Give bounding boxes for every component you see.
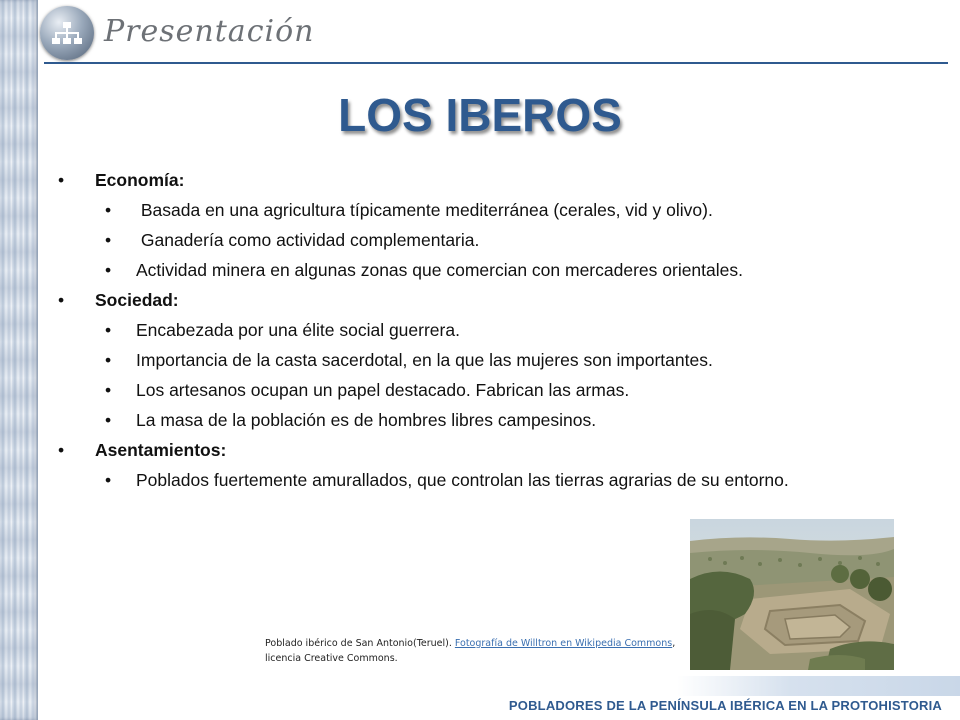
list-item bbox=[58, 225, 906, 255]
header-title: Presentación bbox=[104, 14, 315, 49]
section-heading-sociedad bbox=[58, 285, 906, 315]
footer-band bbox=[677, 676, 960, 696]
list-item bbox=[58, 255, 906, 285]
bullet: • bbox=[105, 410, 112, 430]
poblado-iberico-photo bbox=[690, 519, 894, 670]
list-item bbox=[58, 315, 906, 345]
bullet: • bbox=[105, 470, 112, 490]
header-divider bbox=[44, 62, 948, 64]
slide-body bbox=[58, 165, 906, 497]
photo-caption bbox=[265, 636, 685, 666]
bullet: • bbox=[105, 350, 112, 370]
list-item bbox=[58, 465, 906, 497]
item-text: Importancia de la casta sacerdotal, en la que las mujeres son importantes. bbox=[136, 350, 713, 370]
bullet: • bbox=[105, 260, 112, 280]
item-text: La masa de la población es de hombres libres campesinos. bbox=[136, 410, 597, 430]
bullet: • bbox=[105, 200, 112, 220]
item-text: Poblados fuertemente amurallados, que controlan las tierras agrarias de su entorno. bbox=[136, 470, 789, 490]
section-heading-economia bbox=[58, 165, 906, 195]
bullet: • bbox=[105, 230, 112, 250]
list-item bbox=[58, 195, 906, 225]
presentation-logo-icon bbox=[40, 6, 94, 60]
bullet: • bbox=[105, 320, 112, 340]
item-text: Actividad minera en algunas zonas que comercian con mercaderes orientales. bbox=[136, 260, 743, 280]
bullet: • bbox=[105, 380, 112, 400]
photo-credit-link[interactable]: Fotografía de Willtron en Wikipedia Commons bbox=[454, 638, 673, 649]
list-item bbox=[58, 345, 906, 375]
heading-text: Economía: bbox=[95, 170, 185, 190]
item-text: Basada en una agricultura típicamente mediterránea (cerales, vid y olivo). bbox=[136, 200, 713, 220]
footer-title: POBLADORES DE LA PENÍNSULA IBÉRICA EN LA PROTOHISTORIA bbox=[508, 698, 942, 713]
slide-title: LOS IBEROS bbox=[338, 89, 622, 141]
list-item bbox=[58, 375, 906, 405]
list-item bbox=[58, 405, 906, 435]
heading-text: Asentamientos: bbox=[95, 440, 227, 460]
item-text: Encabezada por una élite social guerrera. bbox=[136, 320, 460, 340]
item-text: Los artesanos ocupan un papel destacado. Fabrican las armas. bbox=[136, 380, 630, 400]
caption-license: , licencia Creative Commons. bbox=[265, 638, 676, 664]
bullet: • bbox=[58, 440, 65, 460]
section-heading-asentamientos bbox=[58, 435, 906, 465]
caption-text: Poblado ibérico de San Antonio(Teruel). bbox=[265, 638, 455, 649]
bullet: • bbox=[58, 170, 65, 190]
item-text: Ganadería como actividad complementaria. bbox=[136, 230, 480, 250]
bullet: • bbox=[58, 290, 65, 310]
heading-text: Sociedad: bbox=[95, 290, 179, 310]
